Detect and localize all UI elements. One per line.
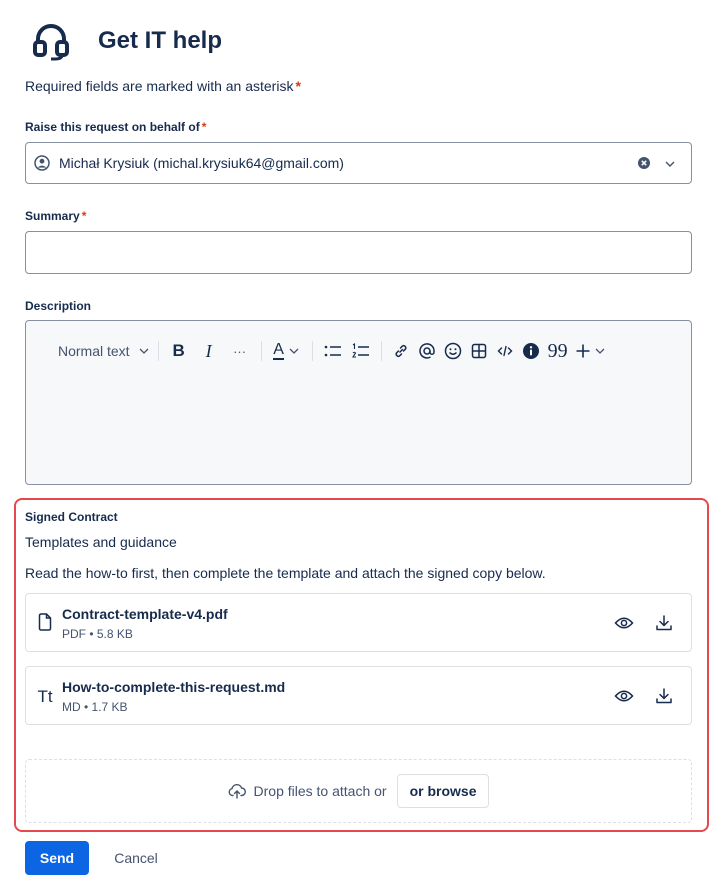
more-formatting-button[interactable]: ··· [233, 343, 247, 359]
chevron-down-icon[interactable] [663, 157, 677, 171]
file-icon [36, 612, 54, 632]
numbered-list-button[interactable] [349, 339, 373, 363]
emoji-icon [444, 342, 462, 360]
upload-cloud-icon [228, 782, 246, 800]
summary-label-text: Summary [25, 209, 80, 223]
headset-icon [28, 18, 74, 64]
attachment-meta: MD • 1.7 KB [62, 700, 128, 714]
preview-button[interactable] [614, 613, 634, 633]
download-icon [655, 614, 673, 632]
required-note-text: Required fields are marked with an asterisk [25, 78, 294, 94]
required-fields-note [25, 78, 301, 94]
signed-contract-section [14, 498, 709, 832]
italic-button[interactable]: I [205, 340, 212, 361]
info-icon [522, 342, 540, 360]
chevron-down-icon [138, 345, 150, 357]
at-mention-icon [418, 342, 436, 360]
required-asterisk: * [81, 209, 87, 223]
toolbar-divider [158, 341, 159, 361]
insert-more-button[interactable] [574, 339, 608, 363]
dropzone-text: Drop files to attach or [253, 783, 387, 799]
bullet-list-button[interactable] [321, 339, 345, 363]
signed-contract-subtitle: Templates and guidance [25, 534, 177, 550]
bullet-list-icon [324, 343, 342, 359]
bold-button[interactable]: B [172, 341, 185, 360]
mention-button[interactable] [416, 339, 438, 363]
summary-input[interactable] [25, 231, 692, 274]
on-behalf-label [25, 120, 206, 134]
emoji-button[interactable] [442, 339, 464, 363]
cancel-button[interactable]: Cancel [114, 850, 158, 866]
text-style-dropdown[interactable] [58, 339, 150, 363]
eye-icon [614, 689, 634, 703]
text-type-icon: Tt [37, 687, 53, 706]
code-block-button[interactable] [494, 339, 516, 363]
download-icon [655, 687, 673, 705]
on-behalf-value: Michał Krysiuk (michal.krysiuk64@gmail.com) [59, 155, 344, 171]
toolbar-divider [261, 341, 262, 361]
plus-icon [575, 343, 591, 359]
preview-button[interactable] [614, 686, 634, 706]
quote-button[interactable]: 99 [547, 339, 568, 362]
link-icon [393, 343, 409, 359]
link-button[interactable] [390, 339, 412, 363]
attachment-meta: PDF • 5.8 KB [62, 627, 133, 641]
signed-contract-title: Signed Contract [25, 510, 118, 524]
info-panel-button[interactable] [520, 339, 542, 363]
page-title: Get IT help [98, 27, 223, 54]
attachment-name: Contract-template-v4.pdf [62, 606, 228, 622]
text-color-button[interactable] [270, 339, 304, 363]
user-avatar-icon [34, 155, 50, 171]
signed-contract-description: Read the how-to first, then complete the template and attach the signed copy below. [25, 565, 546, 581]
editor-toolbar [58, 339, 608, 363]
download-button[interactable] [654, 613, 674, 633]
on-behalf-label-text: Raise this request on behalf of [25, 120, 200, 134]
on-behalf-select[interactable] [25, 142, 692, 184]
code-icon [497, 343, 513, 359]
required-asterisk: * [295, 78, 301, 94]
clear-selection-icon[interactable] [637, 156, 651, 170]
chevron-down-icon [288, 345, 300, 357]
numbered-list-icon [352, 343, 370, 359]
eye-icon [614, 616, 634, 630]
toolbar-divider [312, 341, 313, 361]
attachment-card[interactable] [25, 593, 692, 652]
send-button[interactable]: Send [25, 841, 89, 875]
attachment-card[interactable] [25, 666, 692, 725]
toolbar-divider [381, 341, 382, 361]
summary-label [25, 209, 86, 223]
attachment-name: How-to-complete-this-request.md [62, 679, 286, 695]
chevron-down-icon [594, 345, 606, 357]
table-icon [471, 343, 487, 359]
text-color-label: A [273, 341, 284, 358]
text-style-label: Normal text [58, 343, 130, 359]
browse-button[interactable]: or browse [397, 774, 490, 808]
download-button[interactable] [654, 686, 674, 706]
table-button[interactable] [468, 339, 490, 363]
required-asterisk: * [201, 120, 207, 134]
description-label: Description [25, 299, 92, 313]
description-editor[interactable] [25, 320, 692, 485]
file-dropzone[interactable] [25, 759, 692, 823]
page-header [28, 18, 222, 64]
